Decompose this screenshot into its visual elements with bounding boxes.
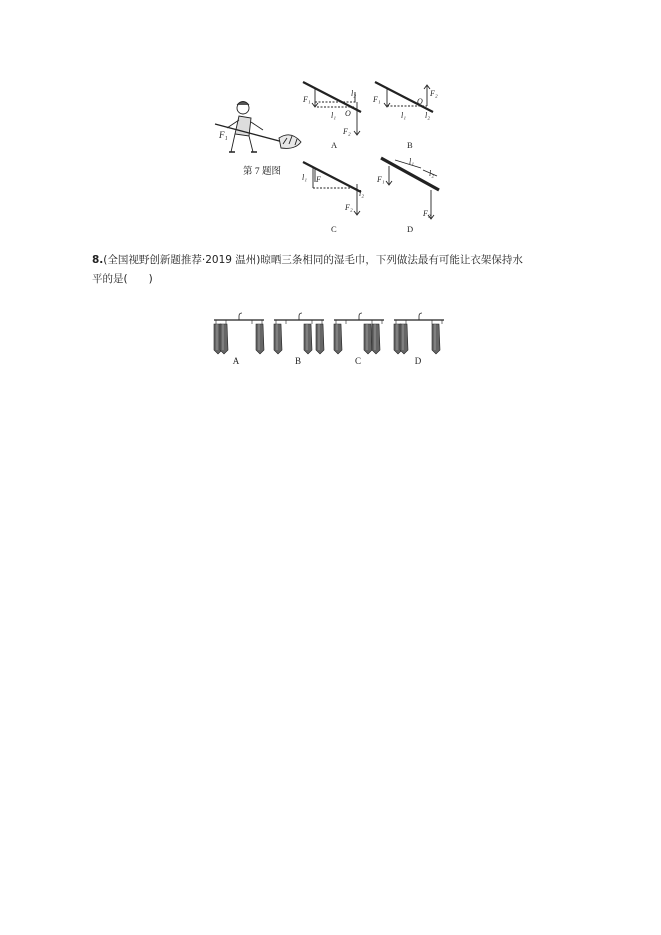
- q8-option-a: A: [232, 356, 240, 366]
- c-label-F: F: [316, 175, 321, 184]
- b-label-F1: F₁: [373, 95, 381, 104]
- fig7-label-F1-main: F₁: [219, 130, 228, 140]
- d-label-F2: F₂: [423, 209, 431, 218]
- question-8-line-2: [92, 272, 153, 286]
- fig7-option-d: D: [407, 224, 414, 234]
- question-8-text-1: (全国视野创新题推荐·2019 温州)晾晒三条相同的湿毛巾，下列做法最有可能让衣架保持水: [103, 254, 523, 266]
- d-label-l2: l₂: [429, 169, 435, 178]
- q8-option-d: D: [414, 356, 422, 366]
- fig7-option-a: A: [331, 140, 338, 150]
- b-label-l1: l₁: [401, 111, 407, 120]
- d-label-F1: F₁: [377, 175, 385, 184]
- a-label-O: O: [345, 109, 351, 118]
- b-label-O: O: [417, 97, 423, 106]
- figure-8-hangers: [210, 308, 460, 370]
- q8-option-c: C: [354, 356, 362, 366]
- worker-sweeping-illustration: [215, 102, 301, 153]
- hanger-option-d: [394, 313, 444, 354]
- a-label-l1: l₁: [331, 111, 337, 120]
- fig7-caption: 第 7 题图: [243, 167, 282, 177]
- q8-option-b: B: [294, 356, 302, 366]
- a-label-l2: l₂: [351, 89, 357, 98]
- hanger-option-c: [334, 313, 384, 354]
- c-label-l1: l₁: [302, 173, 308, 182]
- c-label-F2: F₂: [345, 203, 353, 212]
- fig7-option-b: B: [407, 140, 413, 150]
- figure-7: [205, 72, 465, 244]
- question-8-text-2: 平的是( ): [92, 273, 153, 285]
- c-label-l2: l₂: [359, 189, 365, 198]
- lever-diagram-b: [375, 82, 433, 112]
- question-8-line-1: [92, 253, 523, 267]
- a-label-F1: F₁: [303, 95, 311, 104]
- hanger-option-a: [214, 313, 264, 354]
- a-label-F2: F₂: [343, 127, 351, 136]
- b-label-F2: F₂: [430, 89, 438, 98]
- d-label-l1: l₁: [409, 157, 415, 166]
- fig7-option-c: C: [331, 224, 337, 234]
- b-label-l2: l₂: [425, 111, 431, 120]
- hanger-option-b: [274, 313, 324, 354]
- question-8-number: 8.: [92, 254, 104, 266]
